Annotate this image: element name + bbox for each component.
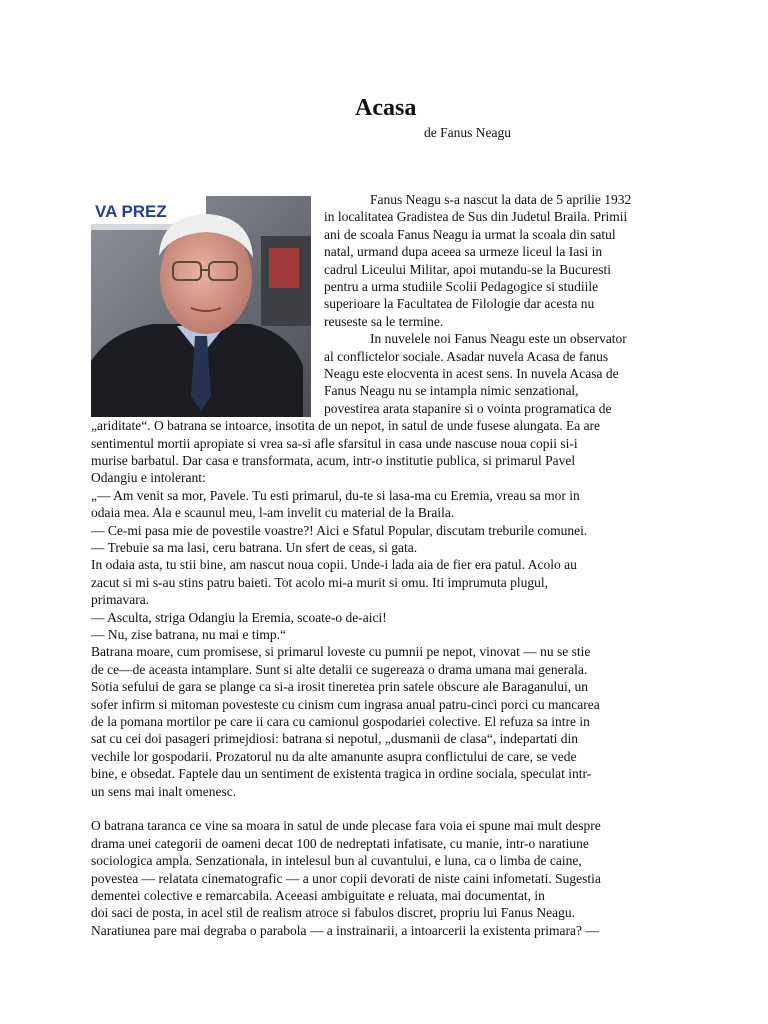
paragraph-line: povestirea arata stapanire si o vointa programatica de — [324, 400, 612, 416]
paragraph-line: sofer infirm si mitoman povesteste cu cinism cum ingrasa anual patru-cinci porci cu mancarea — [91, 696, 600, 712]
paragraph-line: de la pomana mortilor pe care ii cara cu camionul gospodariei colective. El refuza sa intre in — [91, 714, 590, 729]
paragraph-line-start: In nuvelele noi Fanus Neagu este un observator — [370, 331, 627, 347]
paragraph-line: sociologica ampla. Senzationala, in intelesul bun al cuvantului, e luna, ca o limba de caine, — [91, 853, 582, 869]
paragraph-line: reuseste sa le termine. — [324, 313, 444, 329]
paragraph-line: odaia mea. Ala e scaunul meu, l-am invelit cu material de la Braila. — [91, 505, 455, 521]
paragraph-line: zacut si mi s-au stins patru baieti. Tot acolo mi-a murit si omu. Iti imprumuta plugul, — [91, 574, 548, 590]
document-byline: de Fanus Neagu — [424, 125, 511, 140]
paragraph-line: Batrana moare, cum promisese, si primarul loveste cu pumnii pe nepot, vinovat — nu se stie — [91, 644, 591, 660]
paragraph-line: sat cu cei doi pasageri primejdiosi: batrana si nepotul, „dusmanii de clasa“, indepartati din — [91, 731, 578, 747]
paragraph-line: drama unei categorii de oameni decat 100 de nedreptati infatisate, cu manie, intr-o naratiune — [91, 835, 589, 851]
paragraph-line: — Trebuie sa ma lasi, ceru batrana. Un sfert de ceas, si gata. — [91, 540, 418, 555]
paragraph-line: „— Am venit sa mor, Pavele. Tu esti primarul, du-te si lasa-ma cu Eremia, vreau sa mor in — [91, 487, 580, 503]
paragraph-line: „ariditate“. O batrana se intoarce, insotita de un nepot, in satul de unde fusese alungata. Ea are — [91, 418, 601, 434]
paragraph-line: superioare la Facultatea de Filologie dar acesta nu — [324, 296, 595, 312]
paragraph-line-start: Fanus Neagu s-a nascut la data de 5 aprilie 1932 — [370, 192, 632, 207]
paragraph-line: un sens mai inalt omenesc. — [91, 783, 237, 799]
paragraph-line: Neagu este elocventa in acest sens. In nuvela Acasa de — [324, 366, 619, 381]
paragraph-line: murise barbatul. Dar casa e transformata, acum, intr-o institutie publica, si primarul Pavel — [91, 453, 576, 468]
document-title: Acasa — [355, 95, 417, 121]
paragraph-line: povestea — relatata cinematografic — a unor copii devorati de niste caini infometati. Sugestia — [91, 870, 601, 886]
paragraph-line: Fanus Neagu nu se intampla nimic senzational, — [324, 383, 579, 399]
author-portrait-icon — [91, 196, 311, 417]
paragraph-line: Sotia sefului de gara se plange ca si-a irosit tineretea prin satele obscure ale Baraganului, un — [91, 679, 589, 695]
sign-text: VA PREZ — [95, 202, 167, 221]
paragraph-line: — Asculta, striga Odangiu la Eremia, scoate-o de-aici! — [91, 609, 387, 625]
paragraph-line: In odaia asta, tu stii bine, am nascut noua copii. Unde-i lada aia de fier era patul. Acolo au — [91, 557, 577, 573]
paragraph-line: pentru a urma studiile Scolii Pedagogice si studiile — [324, 279, 599, 294]
paragraph-line: cadrul Liceului Militar, apoi mutandu-se la Bucuresti — [324, 261, 612, 277]
paragraph-line: dementei colective e remarcabila. Aceeasi ambiguitate e reluata, mai documentat, in — [91, 888, 545, 903]
paragraph-line: de ce—de aceasta intamplare. Sunt si alte detalii ce sugereaza o drama umana mai generala. — [91, 661, 588, 677]
paragraph-line: — Nu, zise batrana, nu mai e timp.“ — [91, 627, 286, 642]
paragraph-line: in localitatea Gradistea de Sus din Judetul Braila. Primii — [324, 209, 628, 225]
paragraph-line: ani de scoala Fanus Neagu ia urmat la scoala din satul — [324, 226, 616, 242]
paragraph-line: bine, e obsedat. Faptele dau un sentiment de existenta tragica in ordine sociala, speculat intr- — [91, 766, 592, 782]
paragraph-line: sentimentul mortii apropiate si vrea sa-si afle sfarsitul in casa unde nascuse noua copii si-i — [91, 435, 578, 451]
paragraph-line: al conflictelor sociale. Asadar nuvela Acasa de fanus — [324, 348, 609, 364]
paragraph-line: doi saci de posta, in acel stil de realism atroce si fabulos discret, propriu lui Fanus Neagu. — [91, 905, 575, 921]
paragraph-line-start: O batrana taranca ce vine sa moara in satul de unde plecase fara voia ei spune mai mult despre — [91, 818, 601, 834]
paragraph-line: vechile lor gospodarii. Prozatorul nu da alte amanunte asupra conflictului de care, se vede — [91, 748, 577, 764]
paragraph-line: — Ce-mi pasa mie de povestile voastre?! Aici e Sfatul Popular, discutam treburile comunei. — [91, 522, 588, 538]
paragraph-line: Odangiu e intolerant: — [91, 470, 206, 486]
paragraph-line: Naratiunea pare mai degraba o parabola — a instrainarii, a intoarcerii la existenta primara? — — [91, 922, 599, 938]
paragraph-line: natal, urmand dupa aceea sa urmeze liceul la Iasi in — [324, 244, 603, 260]
paragraph-line: primavara. — [91, 592, 150, 608]
